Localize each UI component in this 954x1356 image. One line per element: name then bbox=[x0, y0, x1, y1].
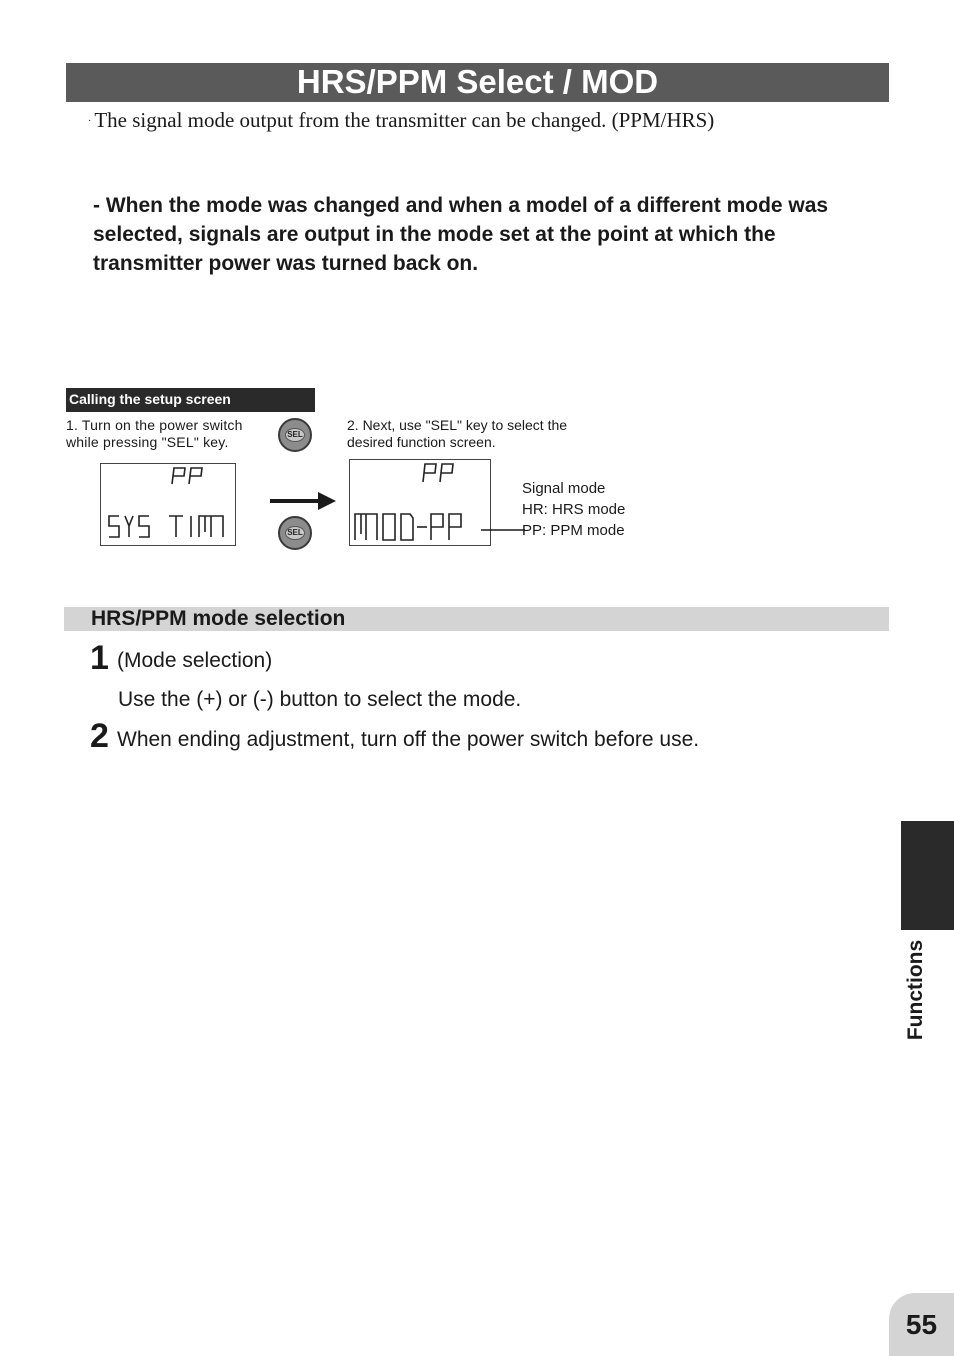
step-1-detail: Use the (+) or (-) button to select the mode. bbox=[118, 688, 522, 711]
sel-key-label: SEL bbox=[285, 428, 305, 442]
signal-mode-hr: HR: HRS mode bbox=[522, 501, 626, 518]
step-number-2: 2 bbox=[90, 717, 109, 755]
signal-mode-title: Signal mode bbox=[522, 480, 606, 497]
signal-mode-pp: PP: PPM mode bbox=[522, 522, 625, 539]
intro-text: The signal mode output from the transmitter can be changed. (PPM/HRS) bbox=[94, 108, 715, 132]
arrow-right-icon bbox=[268, 490, 338, 512]
chapter-tab bbox=[901, 821, 954, 930]
lcd-screen-mode bbox=[349, 459, 491, 546]
section-title: HRS/PPM mode selection bbox=[64, 607, 889, 631]
sel-key-icon bbox=[278, 516, 312, 550]
step-number-1: 1 bbox=[90, 639, 109, 677]
page-title: HRS/PPM Select / MOD bbox=[66, 63, 889, 102]
setup-step-1: 1. Turn on the power switch while pressing "SEL" key. bbox=[66, 417, 243, 450]
intro-bullet: · bbox=[88, 116, 92, 128]
sel-key-label: SEL bbox=[285, 526, 305, 540]
chapter-tab-label bbox=[881, 930, 951, 1050]
sel-key-icon bbox=[278, 418, 312, 452]
lcd-screen-system bbox=[100, 463, 236, 546]
signal-mode-leader-line bbox=[481, 528, 525, 532]
chapter-tab-text: Functions bbox=[904, 939, 927, 1041]
setup-step-2: 2. Next, use "SEL" key to select the desired function screen. bbox=[347, 417, 568, 450]
setup-section-title: Calling the setup screen bbox=[66, 388, 315, 412]
page-number: 55 bbox=[889, 1293, 954, 1356]
step-1-label: (Mode selection) bbox=[117, 649, 273, 672]
signal-mode-legend bbox=[522, 478, 625, 541]
intro-paragraph bbox=[88, 106, 888, 136]
mode-change-warning: - When the mode was changed and when a model of a different mode was selected, signals are output in the mode set at the point at which the transmitter power was turned back on. bbox=[93, 194, 829, 275]
step-2-text: When ending adjustment, turn off the power switch before use. bbox=[117, 728, 700, 751]
